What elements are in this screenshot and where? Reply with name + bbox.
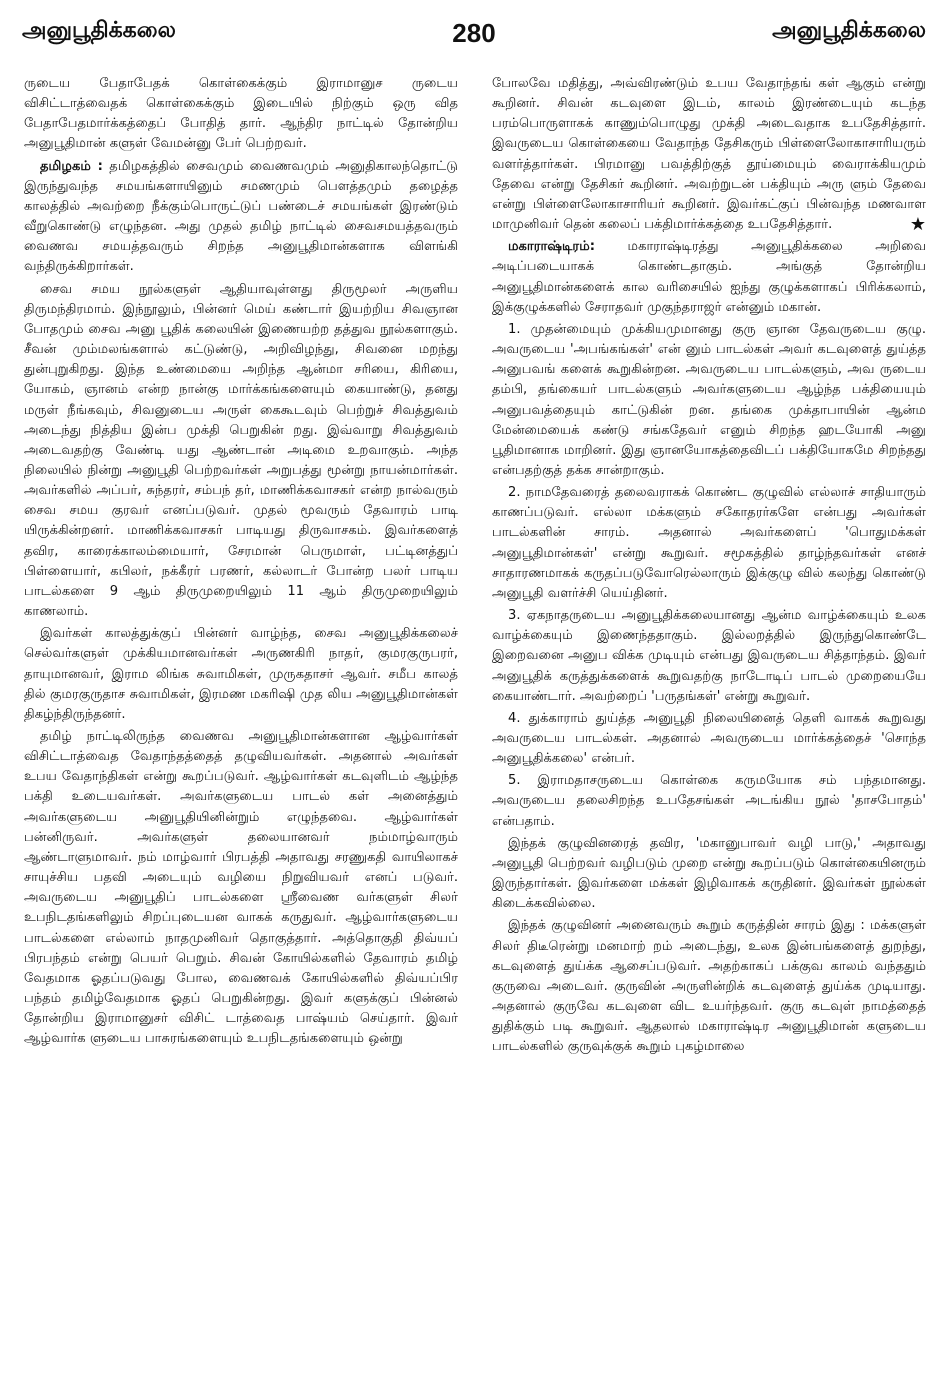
paragraph: தமிழ் நாட்டிலிருந்த வைணவ அனுபூதிமான்களான ஆழ்வார்கள் விசிட்டாத்வைத வேதாந்தத்தைத் தழுவியவர்கள். அதனால் அவர்கள் உபய வேதாந்திகள் என்று கூறப்படுவர். ஆழ்வார்கள் கடவுளிடம் ஆழ்ந்த பக்தி உடையவர்கள். அவர்களுடைய பாடல் கள் அனைத்தும் அவர்களுடைய அனுபூதியினின்றும் எழுந்தவை. ஆழ்வார்கள் பன்னிருவர். அவர்களுள் தலையானவர் நம்மாழ்வாரும் ஆண்டாளுமாவர். நம் மாழ்வார் பிரபத்தி அதாவது சரணுகதி வாயிலாகச் சாயுச்சிய பதவி அடையும் வழியை நிறுவியவர் எனப் படுவர். அவருடைய அனுபூதிப் பாடல்களை ஸ்ரீவைண வர்களுள் சிலர் உபநிடதங்களிலும் சிறப்புடையன வாகக் கருதுவர். ஆழ்வார்களுடைய பாடல்களை எல்லாம் நாதமுனிவர் தொகுத்தார். அத்தொகுதி திவ்யப் பிரபந்தம் என்று பெயர் பெறும். சிவன் கோயில்களில் தேவாரம் தமிழ் வேதமாக ஓதப்படுவது போல, வைணவக் கோயில்களில் திவ்யப்பிர பந்தம் தமிழ்வேதமாக ஓதப் பெறுகின்றது. இவர் களுக்குப் பின்னல் தோன்றிய இராமானுசர் விசிட் டாத்வைத பாஷ்யம் செய்தார். இவர் ஆழ்வார்க ளுடைய பாசுரங்களையும் உபநிடதங்களையும் ஒன்று <box>24 729 458 1047</box>
section-paragraph <box>492 237 926 318</box>
numbered-paragraph: 4. துக்காராம் துய்த்த அனுபூதி நிலையினைத் தெளி வாகக் கூறுவது அவருடைய பாடல்கள். அதனால் அவருடைய மார்க்கத்தைச் 'சொந்த அனுபூதிக்கலை' என்பர். <box>492 710 926 767</box>
numbered-paragraph: 3. ஏகநாதருடைய அனுபூதிக்கலையானது ஆன்ம வாழ்க்கையும் உலக வாழ்க்கையும் இணைந்ததாகும். இல்லறத்தில் இருந்துகொண்டே இறைவனை அனுப விக்க முடியும் என்பது இவருடைய சித்தாந்தம். இவர் அனுபூதிக் கருத்துக்களைக் கூறுவதற்கு நாடோடிப் பாடல் முறையையே கையாண்டார். அவற்றைப் 'பருதங்கள்' என்று கூறுவர். <box>492 608 926 704</box>
paragraph: சைவ சமய நூல்களுள் ஆதியாவுள்ளது திருமூலர் அருளிய திருமந்திரமாம். இந்நூலும், பின்னர் மெய் கண்டார் இயற்றிய சிவஞான போதமும் சைவ அனு பூதிக் கலையின் இணையற்ற தத்துவ நூல்களாகும். சீவன் மும்மலங்களால் கட்டுண்டு, அறிவிழந்து, சிவனை மறந்து துன்புறுகிறது. இந்த உண்மையை அறிந்த ஆன்மா சரியை, கிரியை, யோகம், ஞானம் என்ற நான்கு மார்க்கங்களையும் கையாண்டு, தனது மருள் நீங்கவும், சிவனுடைய அருள் கைகூடவும் பெற்றுச் சிவத்துவம் அடைந்து நித்திய இன்ப முக்தி பெறுகின் றது. இவ்வாறு சிவத்துவம் அடைவதற்கு வேண்டி யது ஆண்டான் அடிமை உறவாகும். அந்த நிலையில் நின்று அனுபூதி பெற்றவர்கள் அறுபத்து மூன்று நாயன்மார்கள். அவர்களில் அப்பர், சுந்தரர், சம்பந் தர், மாணிக்கவாசகர் என்ற நால்வரும் சைவ சமய குரவர் எனப்படுவர். முதல் மூவரும் தேவாரம் பாடி யிருக்கின்றனர். மாணிக்கவாசகர் பாடியது திருவாசகம். இவர்களைத் தவிர, காரைக்காலம்மையார், சேரமான் பெருமாள், பட்டினத்துப் பிள்ளையார், கபிலர், நக்கீரர் பரணர், கல்லாடர் போன்ற பலர் பாடிய பாடல்களை 9 ஆம் திருமுறையிலும் 11 ஆம் திருமுறையிலும் காணலாம். <box>24 281 458 620</box>
section-heading: மகாராஷ்டிரம்: <box>508 239 595 255</box>
numbered-paragraph: 1. முதன்மையும் முக்கியமுமானது குரு ஞான தேவருடைய குழு. அவருடைய 'அபங்கங்கள்' என் னும் பாடல்கள் அவர் கடவுளைத் துய்த்த அனுபவங் களைக் கூறுகின்றன. அவருடைய பாடல்களும், அவ ருடைய தம்பி, தங்கையர் பாடல்களும் அவர்களுடைய ஆழ்ந்த பக்தியையும் அனுபவத்தையும் காட்டுகின் றன. தங்கை முக்தாபாயின் ஆன்ம மேன்மையைக் கண்டு சங்கதேவர் எனும் சிறந்த ஹடயோகி அனு பூதிமானாக மாறினர். இது ஞானயோகத்தைவிடப் பக்தியோகமே சிறந்தது என்பதற்குத் தக்க சான்றாகும். <box>492 321 926 478</box>
left-column <box>24 74 458 1359</box>
paragraph: இந்தக் குழுவினரைத் தவிர, 'மகானுபாவர் வழி பாடு,' அதாவது அனுபூதி பெற்றவர் வழிபடும் முறை என்று கூறப்படும் கொள்கையினரும் இருந்தார்கள். இவர்களை மக்கள் இழிவாகக் கருதினர். இவர்கள் நூல்கள் கிடைக்கவில்லை. <box>492 835 926 912</box>
paragraph-text: தமிழகத்தில் சைவமும் வைணவமும் அனுதிகாலந்தொட்டு இருந்துவந்த சமயங்களாயினும் சமணமும் பௌத்தமும் தழைத்த காலத்தில் அவற்றை நீக்கும்பொருட்டுப் பண்டைச் சமயங்கள் இரண்டும் வீறுகொண்டு எழுந்தன. அது முதல் தமிழ் நாட்டில் சைவசமயத்தவரும் வைணவ சமயத்தவரும் சிறந்த அனுபூதிமான்களாக விளங்கி வந்திருக்கிறார்கள். <box>24 158 458 275</box>
paragraph-text: மகாராஷ்டிரத்து அனுபூதிக்கலை அறிவை அடிப்படையாகக் கொண்டதாகும். அங்குத் தோன்றிய அனுபூதிமான்களைக் கால வரிசையில் ஐந்து குழுக்களாகப் பிரிக்கலாம், இக்குழுக்களில் சேராதவர் முகுந்தராஜர் என்னும் மகான். <box>492 239 926 315</box>
paragraph <box>492 74 926 235</box>
page-header <box>22 18 926 58</box>
paragraph: இவர்கள் காலத்துக்குப் பின்னர் வாழ்ந்த, சைவ அனுபூதிக்கலைச் செல்வர்களுள் முக்கியமானவர்கள் அருணகிரி நாதர், குமரகுருபரர், தாயுமானவர், இராம லிங்க சுவாமிகள், முருகதாசர் ஆவர். சமீப காலத் தில் குமரகுருதாச சுவாமிகள், இரமண மகரிஷி முத லிய அனுபூதிமான்கள் திகழ்ந்திருந்தனர். <box>24 626 458 722</box>
running-title-left: அனுபூதிக்கலை <box>22 18 176 43</box>
running-title-right: அனுபூதிக்கலை <box>772 18 926 43</box>
page-number: 280 <box>452 18 496 48</box>
paragraph: இந்தக் குழுவினர் அனைவரும் கூறும் கருத்தின் சாரம் இது : மக்களுள் சிலர் திடீரென்று மனமாற் றம் அடைந்து, உலக இன்பங்களைத் துறந்து, கடவுளைத் துய்க்க ஆசைப்படுவர். அதற்காகப் பக்குவ காலம் வந்ததும் குருவை அடைவர். குருவின் அருளின்றிக் கடவுளைத் துய்க்க முடியாது. அதனால் குருவே கடவுளை விட உயர்ந்தவர். குரு கடவுள் நாமத்தைத் துதிக்கும் படி கூறுவர். ஆதலால் மகாராஷ்டிர அனுபூதிமான் களுடைய பாடல்களில் குருவுக்குக் கூறும் புகழ்மாலை <box>492 918 926 1055</box>
right-column <box>492 74 926 1359</box>
numbered-paragraph: 2. நாமதேவரைத் தலைவராகக் கொண்ட குழுவில் எல்லாச் சாதியாரும் காணப்படுவர். எல்லா மக்களும் சகோதரர்களே என்பது அவர்கள் பாடல்களின் சாரம். அதனால் அவர்களைப் 'பொதுமக்கள் அனுபூதிமான்கள்' என்று கூறுவர். சமூகத்தில் தாழ்ந்தவர்கள் எனச் சாதாரணமாகக் கருதப்படுவோரெல்லாரும் இக்குழு வில் கலந்து கொண்டு அனுபூதி வளர்ச்சி யெய்தினர். <box>492 485 926 601</box>
paragraph-text: போலவே மதித்து, அவ்விரண்டும் உபய வேதாந்தங் கள் ஆகும் என்று கூறினர். சிவன் கடவுளை இடம், காலம் இரண்டையும் கடந்த பரம்பொருளாகக் காணும்பொழுது முக்தி அடைவதாக உபதேசித்தார். இவருடைய கொள்கையை வேதாந்த தேசிகரும் பிள்ளைலோகாசாரியரும் வளர்த்தார்கள். பிரமானு பவத்திற்குத் தூய்மையும் வைராக்கியமும் தேவை என்று தேசிகர் கூறினர். அவற்றுடன் பக்தியும் அரு ளும் தேவை என்று பிள்ளைலோகாசாரியர் கூறினர். இவர்கட்குப் பின்வந்த மணவாள மாமுனிவர் தென் கலைப் பக்திமார்க்கத்தை உபதேசித்தார். <box>492 76 926 233</box>
paragraph: ருடைய பேதாபேதக் கொள்கைக்கும் இராமானுச ருடைய விசிட்டாத்வைதக் கொள்கைக்கும் இடையில் நிற்கும் ஒரு வித பேதாபேதமார்க்கத்தைப் போதித் தார். ஆந்திர நாட்டில் தோன்றிய அனுபூதிமான் களுள் வேமன்னு பேர் பெற்றவர். <box>24 76 458 152</box>
numbered-paragraph: 5. இராமதாசருடைய கொள்கை கருமயோக சம் பந்தமானது. அவருடைய தலைசிறந்த உபதேசங்கள் அடங்கிய நூல் 'தாசபோதம்' என்பதாம். <box>492 773 926 829</box>
section-heading: தமிழகம் : <box>40 158 103 174</box>
section-end-star-icon: ★ <box>909 214 926 236</box>
section-paragraph <box>24 157 458 278</box>
